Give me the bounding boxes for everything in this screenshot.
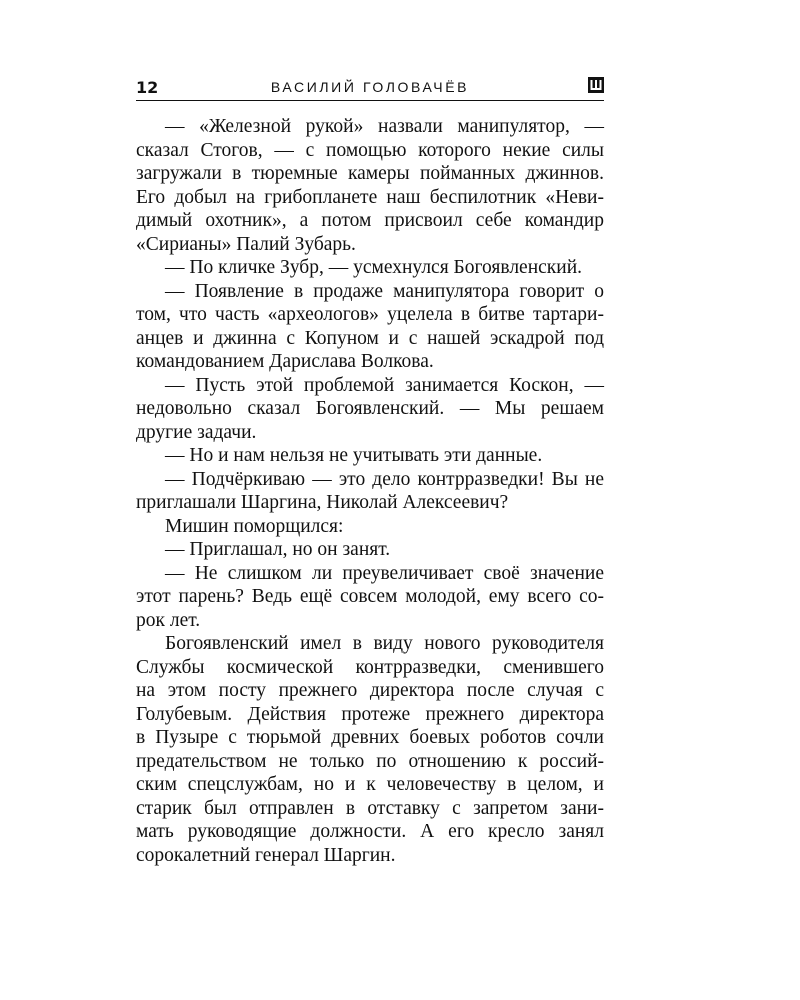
- text-line: анцев и джинна с Копуном и с нашей эскадрой под: [136, 327, 604, 349]
- text-line: — Пусть этой проблемой занимается Коскон, —: [165, 374, 604, 396]
- publisher-logo-icon: [588, 77, 604, 93]
- paragraph: [136, 444, 604, 468]
- page-header: [136, 78, 604, 102]
- text-line: этот парень? Ведь ещё совсем молодой, ему всего со-: [136, 586, 604, 607]
- text-line: предательством не только по отношению к россий-: [136, 750, 604, 772]
- text-line: Мишин поморщился:: [165, 515, 344, 537]
- text-line: Голубевым. Действия протеже прежнего директора: [136, 703, 604, 725]
- paragraph: [136, 538, 604, 562]
- page-number: 12: [136, 78, 159, 97]
- text-line: — Приглашал, но он занят.: [165, 539, 391, 560]
- text-line: на этом посту прежнего директора после случая с: [136, 680, 604, 701]
- text-line: том, что часть «археологов» уцелела в битве тартари-: [136, 304, 604, 325]
- text-line: димый охотник», а потом присвоил себе командир: [136, 210, 604, 231]
- text-line: в Пузыре с тюрьмой древних боевых роботов сочли: [136, 727, 604, 748]
- text-line: недовольно сказал Богоявленский. — Мы решаем: [136, 398, 604, 419]
- text-line: ским спецслужбам, но и к человечеству в целом, и: [136, 774, 604, 795]
- paragraph: [136, 256, 604, 280]
- text-line: — Появление в продаже манипулятора говорит о: [165, 280, 604, 302]
- text-line: — «Железной рукой» назвали манипулятор, —: [165, 116, 604, 137]
- text-line: Богоявленский имел в виду нового руководителя: [165, 633, 604, 654]
- paragraph: [136, 468, 604, 515]
- running-title: ВАСИЛИЙ ГОЛОВАЧЁВ: [270, 79, 470, 95]
- text-line: мать руководящие должности. А его кресло занял: [136, 821, 604, 842]
- body-text: [136, 115, 604, 867]
- text-line: загружали в тюремные камеры пойманных джиннов.: [136, 163, 604, 184]
- text-line: рок лет.: [136, 609, 201, 631]
- text-line: сказал Стогов, — с помощью которого некие силы: [136, 139, 604, 161]
- text-line: — Но и нам нельзя не учитывать эти данные.: [165, 445, 543, 466]
- paragraph: [136, 515, 604, 539]
- paragraph: [136, 280, 604, 374]
- paragraph: [136, 115, 604, 256]
- text-line: — Подчёркиваю — это дело контрразведки! Вы не: [165, 468, 604, 490]
- text-line: — По кличке Зубр, — усмехнулся Богоявленский.: [165, 257, 583, 278]
- text-line: — Не слишком ли преувеличивает своё значение: [165, 562, 604, 584]
- text-line: командованием Дарислава Волкова.: [136, 351, 434, 372]
- header-rule: [136, 100, 604, 101]
- paragraph: [136, 632, 604, 867]
- text-line: приглашали Шаргина, Николай Алексеевич?: [136, 492, 509, 513]
- text-line: Службы космической контрразведки, сменившего: [136, 656, 604, 678]
- text-line: сорокалетний генерал Шаргин.: [136, 844, 396, 866]
- text-line: другие задачи.: [136, 421, 257, 443]
- text-line: Его добыл на грибопланете наш беспилотник «Неви-: [136, 186, 604, 208]
- paragraph: [136, 562, 604, 633]
- text-line: старик был отправлен в отставку с запретом зани-: [136, 797, 604, 819]
- paragraph: [136, 374, 604, 445]
- text-line: «Сирианы» Палий Зубарь.: [136, 233, 356, 255]
